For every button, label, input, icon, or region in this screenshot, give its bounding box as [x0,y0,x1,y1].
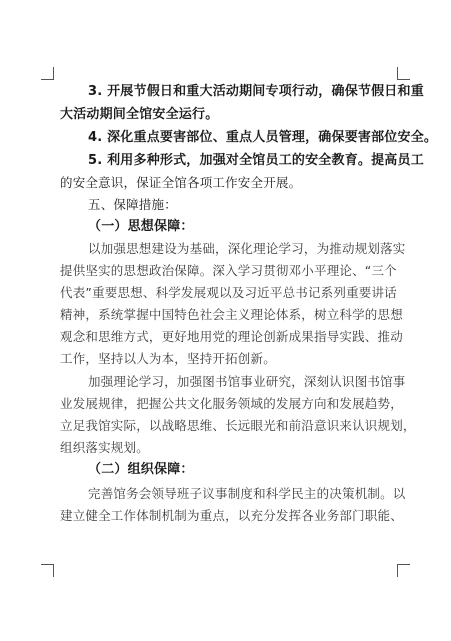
body-line: 代表”重要思想、科学发展观以及习近平总书记系列重要讲话 [60,285,397,300]
crop-mark-top-right [397,67,410,80]
body-line: 5. 利用多种形式，加强对全馆员工的安全教育。提高员工 [88,153,424,168]
body-line: 加强理论学习，加强图书馆事业研究，深刻认识图书馆事 [88,374,406,389]
body-line: 大活动期间全馆安全运行。 [60,107,219,122]
body-line: 完善馆务会领导班子议事制度和科学民主的决策机制。以 [88,486,406,501]
body-line: 工作，坚持以人为本，坚持开拓创新。 [60,351,276,366]
body-line: 精神，系统掌握中国特色社会主义理论体系，树立科学的思想 [60,307,403,322]
body-line: 业发展规律，把握公共文化服务领域的发展方向和发展趋势， [60,396,403,411]
subsection-heading: （一）思想保障： [88,219,194,234]
crop-mark-bottom-right [397,564,410,577]
body-line: 4. 深化重点要害部位、重点人员管理，确保要害部位安全。 [88,130,438,145]
body-line: 提供坚实的思想政治保障。深入学习贯彻邓小平理论、“三个 [60,263,397,278]
body-line: 以加强思想建设为基础，深化理论学习，为推动规划落实 [88,241,406,256]
body-line: 组织落实规划。 [60,440,149,455]
body-line: 立足我馆实际，以战略思维、长远眼光和前沿意识来认识规划， [60,418,416,433]
crop-mark-top-left [41,67,54,80]
section-heading: 五、保障措施： [88,197,177,212]
body-line: 观念和思维方式，更好地用党的理论创新成果指导实践、推动 [60,329,403,344]
subsection-heading: （二）组织保障： [88,462,194,477]
body-line: 的安全意识，保证全馆各项工作安全开展。 [60,175,302,190]
body-line: 建立健全工作体制机制为重点，以充分发挥各业务部门职能、 [60,508,403,523]
crop-mark-bottom-left [41,564,54,577]
body-line: 3. 开展节假日和重大活动期间专项行动，确保节假日和重 [88,84,424,99]
